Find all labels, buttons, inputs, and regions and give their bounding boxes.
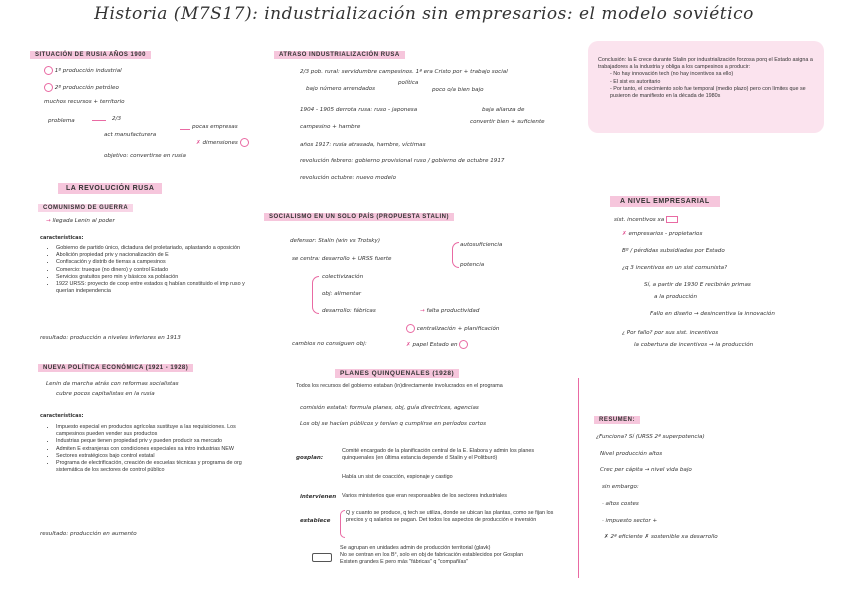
resumen-line-6: · impuesto sector + — [602, 518, 658, 524]
atraso-line-1: 2/3 pob. rural: servidumbre campesinos. 1ª era Cristo por + trabajo social — [300, 69, 508, 75]
glavk-text — [340, 545, 575, 567]
planes-objs: Los obj se hacían públicos y tenían q cumplirse en períodos cortos — [300, 421, 487, 427]
resumen-line-4: sin embargo: — [602, 484, 639, 490]
atraso-line-2: bajo número arrendados — [306, 86, 376, 92]
situacion-line-9: objetivo: convertirse en rusia — [104, 153, 186, 159]
resumen-line-2: Nivel producción altos — [600, 451, 663, 457]
atraso-line-8: campesino + hambre — [300, 124, 361, 130]
circle-icon — [44, 66, 53, 75]
brace-line — [452, 242, 459, 268]
nep-bullet: • Programa de electrificación, creación de escuelas técnicas y programa de org sistemática de los sectores de control público — [56, 460, 259, 474]
revolucion-bullet: • Servicios gratuitos pero min y básicos xa población — [56, 274, 259, 281]
conclusion-intro: Conclusión: la E crece durante Stalin por industrialización forzosa porq el Estado asigna a trabajadores a la industria y obliga a los campesinos a producir: — [598, 57, 813, 71]
revolucion-bullet: • Comercio: trueque (no dinero) y control Estado — [56, 267, 259, 274]
revolucion-subheading: COMUNISMO DE GUERRA — [38, 204, 133, 212]
revolucion-llegada: → llegada Lenin al poder — [46, 218, 115, 224]
glavk-line: Se agrupan en unidades admin de producción territorial (glavk) — [340, 545, 491, 551]
socialismo-heading: SOCIALISMO EN UN SOLO PAÍS (PROPUESTA STALIN) — [264, 213, 454, 221]
atraso-line-4: poco o/a bien bajo — [432, 87, 484, 93]
planes-comision: comisión estatal: formula planes, obj, guía directrices, agencias — [300, 405, 479, 411]
empresarial-line-1: sist. incentivos xa — [614, 216, 678, 223]
empresarial-line-2: ✗ empresarios - propietarios — [622, 231, 703, 237]
nep-sub-2: cubre pocos capitalistas en la rusia — [56, 391, 155, 397]
empresarial-line-8: ¿ Por fallo? por sus sist. incentivos — [622, 330, 719, 336]
atraso-line-7: convertir bien + suficiente — [470, 119, 545, 125]
atraso-line-6: baja alianza de — [482, 107, 525, 113]
empresarial-line-3: Bº / pérdidas subsidiadas por Estado — [622, 248, 725, 254]
revolucion-caract-label: características: — [40, 235, 84, 241]
atraso-line-3: política — [398, 80, 419, 86]
situacion-line-8: ✗ dimensiones — [196, 138, 249, 147]
socialismo-line-11: ✗ papel Estado en — [406, 340, 468, 349]
situacion-line-2: 2º producción petróleo — [44, 83, 119, 92]
atraso-line-11: revolución octubre: nuevo modelo — [300, 175, 397, 181]
brace-line — [312, 276, 319, 314]
planes-intro: Todos los recursos del gobierno estaban (in)directamente involucrados en el programa — [296, 383, 503, 389]
revolucion-bullet: • Abolición propiedad priv y nacionalización de E — [56, 252, 259, 259]
conclusion-item: - Por tanto, el crecimiento solo fue temporal (medio plazo) pero con límites que se pusieron de manifiesto en la década de 1980s — [610, 85, 806, 100]
situacion-line-1: 1º producción industrial — [44, 66, 122, 75]
circle-icon — [459, 340, 468, 349]
nep-bullets — [44, 424, 259, 474]
conclusion-text — [598, 57, 816, 100]
empresarial-line-7: Fallo en diseño → desincentiva la innovación — [650, 311, 775, 317]
nep-caract-label: características: — [40, 413, 84, 419]
document-icon — [312, 553, 332, 562]
atraso-heading: ATRASO INDUSTRIALIZACIÓN RUSA — [274, 51, 405, 59]
glavk-line: Existen grandes E pero más "fábricas" q "compañías" — [340, 559, 469, 566]
resumen-line-7: ✗ 2ª eficiente ✗ sostenible xa desarrollo — [604, 534, 718, 540]
situacion-line-3: muchos recursos + territorio — [44, 99, 125, 105]
revolucion-heading: LA REVOLUCIÓN RUSA — [58, 183, 162, 194]
revolucion-bullet: • Gobierno de partido único, dictadura del proletariado, aplastando a oposición — [56, 245, 259, 252]
socialismo-line-8: → falta productividad — [420, 308, 480, 314]
socialismo-line-3: se centra: desarrollo + URSS fuerte — [292, 256, 392, 262]
nep-bullet: • Impuesto especial en productos agrícolas sustituye a las requisiciones. Los campesinos pueden vender sus productos — [56, 424, 259, 438]
intervienen-label: intervienen — [300, 494, 337, 500]
socialismo-line-1: defensor: Stalin (win vs Trotsky) — [290, 238, 381, 244]
establece-label: establece — [300, 518, 331, 524]
nep-bullet: • Admiten E extranjeras con condiciones especiales xa intro industrias NEW — [56, 446, 259, 453]
circle-icon — [44, 83, 53, 92]
resumen-line-5: · altos costes — [602, 501, 639, 507]
empresarial-line-5: Sí, a partir de 1930 E recibirán primas — [644, 282, 751, 288]
empresarial-heading: A NIVEL EMPRESARIAL — [610, 196, 720, 207]
brace-line — [340, 510, 345, 538]
resumen-line-3: Crec per cápita → nivel vida bajo — [600, 467, 692, 473]
socialismo-line-7: desarrollo: fábricas — [322, 308, 376, 314]
situacion-heading: SITUACIÓN DE RUSIA AÑOS 1900 — [30, 51, 151, 59]
resumen-line-1: ¿Funciona? Sí (URSS 2ª superpotencia) — [596, 434, 705, 440]
socialismo-line-6: obj: alimentar — [322, 291, 362, 297]
situacion-line-5: 2/3 — [112, 116, 122, 122]
circle-icon — [406, 324, 415, 333]
empresarial-line-6: a la producción — [654, 294, 698, 300]
atraso-line-9: años 1917: rusia atrasada, hambre, víctimas — [300, 142, 426, 148]
planes-heading: PLANES QUINQUENALES (1928) — [335, 369, 459, 378]
conclusion-item: - No hay innovación tech (no hay incentivos xa ello) — [610, 71, 734, 78]
resumen-heading: RESUMEN: — [594, 416, 640, 424]
revolucion-resultado: resultado: producción a niveles inferiores en 1913 — [40, 335, 181, 341]
gosplan-label: gosplan: — [296, 455, 324, 461]
socialismo-line-4: potencia — [460, 262, 485, 268]
revolucion-bullet: • 1922 URSS: proyecto de coop entre estados q habían constituido el imp ruso y querían independencia — [56, 281, 259, 295]
socialismo-line-10: cambios no consiguen obj: — [292, 341, 367, 347]
atraso-line-5: 1904 - 1905 derrota rusa: ruso - japonesa — [300, 107, 418, 113]
gosplan-text-2: Había un sist de coacción, espionaje y castigo — [342, 474, 453, 480]
socialismo-line-9: centralización + planificación — [406, 324, 499, 333]
page-title: Historia (M7S17): industrialización sin empresarios: el modelo soviético — [94, 4, 754, 24]
nep-heading: NUEVA POLÍTICA ECONÓMICA (1921 - 1928) — [38, 364, 193, 372]
nep-sub-1: Lenin da marcha atrás con reformas socialistas — [46, 381, 179, 387]
empresarial-line-9: la cobertura de incentivos → la producción — [634, 342, 754, 348]
conclusion-item: - El sist es autoritario — [610, 78, 661, 85]
circle-icon — [240, 138, 249, 147]
gosplan-text: Comité encargado de la planificación central de la E. Elabora y admin los planes quinquenales (en última estancia depende d Stalin y el Politburó) — [342, 448, 535, 462]
nep-bullet: • Industrias peque tienen propiedad priv y pueden producir xa mercado — [56, 438, 259, 445]
glavk-line: No se centran en los B°, solo en obj de fabricación establecidos por Gosplan — [340, 552, 524, 559]
establece-text: Q y cuanto se produce, q tech se utiliza, donde se ubican las plantas, como se fijan los precios y q salarios se pagan. Det todos los aspectos de producción e inversión — [346, 510, 554, 524]
arrow-line — [92, 120, 106, 121]
revolucion-bullet: • Confiscación y distrib de tierras a campesinos — [56, 259, 259, 266]
nep-resultado: resultado: producción en aumento — [40, 531, 137, 537]
box-icon — [666, 216, 678, 223]
empresarial-line-4: ¿q 3 incentivos en un sist comunista? — [622, 265, 728, 271]
intervienen-text: Varios ministerios que eran responsables de los sectores industriales — [342, 493, 507, 499]
situacion-line-4: problema — [48, 118, 75, 124]
atraso-line-10: revolución febrero: gobierno provisional ruso / gobierno de octubre 1917 — [300, 158, 505, 164]
socialismo-line-2: autosuficiencia — [460, 242, 503, 248]
situacion-line-6: act manufacturera — [104, 132, 157, 138]
arrow-line — [180, 129, 190, 130]
nep-bullet: • Sectores estratégicos bajo control estatal — [56, 453, 259, 460]
divider-line — [578, 378, 579, 578]
revolucion-bullets — [44, 245, 259, 295]
socialismo-line-5: colectivización — [322, 274, 364, 280]
situacion-line-7: pocas empresas — [192, 124, 238, 130]
